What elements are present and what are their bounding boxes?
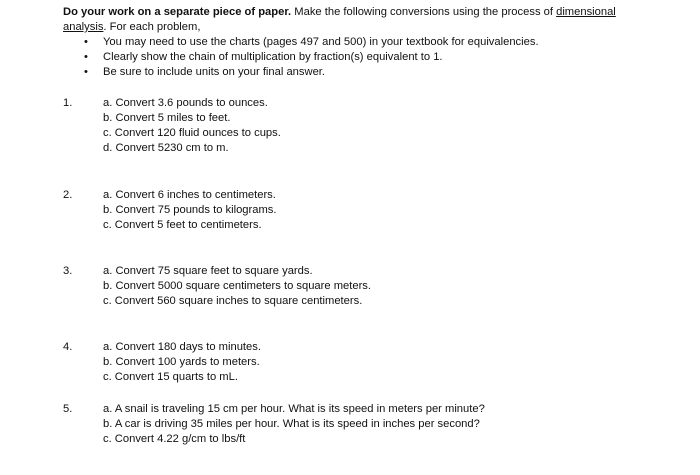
- problem-part: c. Convert 120 fluid ounces to cups.: [103, 127, 281, 139]
- problem-number: 4.: [63, 341, 73, 353]
- problem-number: 3.: [63, 265, 73, 277]
- problem-part: a. Convert 75 square feet to square yards.: [103, 265, 313, 277]
- problem-part: b. A car is driving 35 miles per hour. What is its speed in inches per second?: [103, 418, 480, 430]
- instructions-line-1: [63, 5, 693, 20]
- problem-number: 2.: [63, 189, 73, 201]
- bullet-item: [84, 65, 684, 80]
- instructions-bold-text: Do your work on a separate piece of paper.: [63, 6, 292, 18]
- problem-parts: [103, 264, 663, 309]
- bullet-text: You may need to use the charts (pages 497 and 500) in your textbook for equivalencies.: [103, 36, 539, 48]
- problem-part: c. Convert 4.22 g/cm to lbs/ft: [103, 433, 246, 445]
- problem-parts: [103, 188, 663, 233]
- problem-part: a. Convert 3.6 pounds to ounces.: [103, 97, 268, 109]
- problem-part: a. Convert 6 inches to centimeters.: [103, 189, 276, 201]
- problem-part: d. Convert 5230 cm to m.: [103, 142, 229, 154]
- problem-part: a. A snail is traveling 15 cm per hour. What is its speed in meters per minute?: [103, 403, 485, 415]
- underlined-term-part1: dimensional: [556, 6, 616, 18]
- bullet-text: Be sure to include units on your final answer.: [103, 66, 326, 78]
- bullet-dot-icon: •: [84, 36, 88, 48]
- problem-part: b. Convert 5 miles to feet.: [103, 112, 231, 124]
- instructions-bullet-list: [84, 35, 684, 80]
- bullet-dot-icon: •: [84, 51, 88, 63]
- bullet-dot-icon: •: [84, 66, 88, 78]
- instructions-text: Make the following conversions using the process of: [291, 6, 557, 18]
- instructions-paragraph: [63, 5, 693, 35]
- problem-part: b. Convert 5000 square centimeters to square meters.: [103, 280, 372, 292]
- problem-parts: [103, 340, 663, 385]
- problem-part: b. Convert 100 yards to meters.: [103, 356, 260, 368]
- instructions-text-end: . For each problem,: [103, 21, 201, 33]
- problem-part: c. Convert 5 feet to centimeters.: [103, 219, 262, 231]
- underlined-term-part2: analysis: [63, 21, 104, 33]
- problem-part: c. Convert 560 square inches to square centimeters.: [103, 295, 363, 307]
- problem-part: b. Convert 75 pounds to kilograms.: [103, 204, 277, 216]
- bullet-item: [84, 50, 684, 65]
- instructions-line-2: [63, 20, 693, 35]
- problem-number: 1.: [63, 97, 73, 109]
- problem-part: a. Convert 180 days to minutes.: [103, 341, 261, 353]
- bullet-text: Clearly show the chain of multiplication by fraction(s) equivalent to 1.: [103, 51, 443, 63]
- problem-part: c. Convert 15 quarts to mL.: [103, 371, 238, 383]
- bullet-item: [84, 35, 684, 50]
- problem-number: 5.: [63, 403, 73, 415]
- problem-parts: [103, 96, 663, 156]
- problem-parts: [103, 402, 663, 447]
